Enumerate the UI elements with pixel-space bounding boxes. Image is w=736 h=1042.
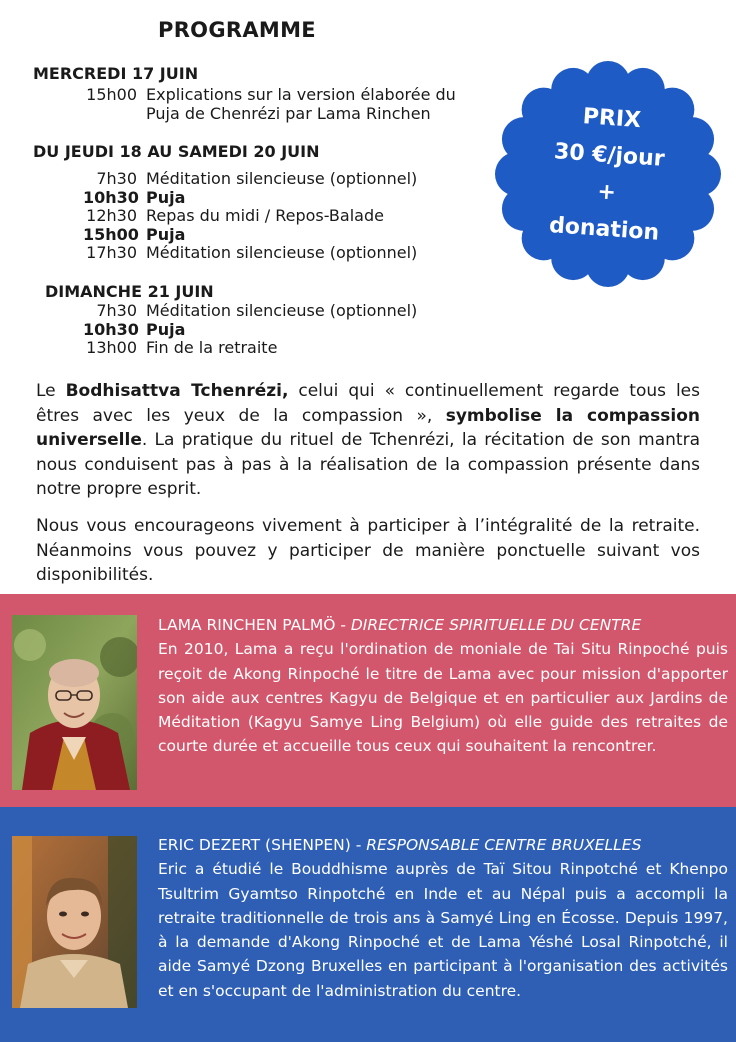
schedule-activity: Repas du midi / Repos-Balade bbox=[146, 206, 384, 225]
schedule-time: 10h30 bbox=[83, 319, 139, 339]
schedule-sunday bbox=[83, 302, 417, 358]
bio-lama-rinchen bbox=[158, 613, 728, 759]
encouragement-paragraph: Nous vous encourageons vivement à participer à l’intégralité de la retraite. Néanmoins vous pouvez y participer de manière ponctuelle suivant vos disponibilités. bbox=[36, 516, 700, 585]
schedule-time bbox=[83, 105, 137, 124]
schedule-activity: Puja bbox=[146, 187, 186, 207]
intro-text: Le bbox=[36, 381, 66, 401]
schedule-activity: Puja de Chenrézi par Lama Rinchen bbox=[146, 103, 431, 123]
price-badge bbox=[485, 51, 730, 296]
price-donation: donation bbox=[548, 213, 660, 246]
schedule-row bbox=[83, 170, 417, 189]
intro-paragraph bbox=[36, 379, 700, 502]
schedule-row bbox=[83, 207, 417, 226]
programme-title: PROGRAMME bbox=[158, 18, 316, 42]
schedule-time: 17h30 bbox=[86, 243, 137, 262]
schedule-time: 12h30 bbox=[86, 206, 137, 225]
schedule-activity: Fin de la retraite bbox=[146, 338, 278, 357]
schedule-activity: Méditation silencieuse (optionnel) bbox=[146, 301, 418, 320]
bio-name: ERIC DEZERT (SHENPEN) bbox=[158, 836, 351, 854]
portrait-eric-dezert bbox=[12, 836, 137, 1008]
schedule-row bbox=[83, 302, 417, 321]
schedule-activity: Méditation silencieuse (optionnel) bbox=[146, 169, 418, 188]
schedule-time: 7h30 bbox=[96, 169, 137, 188]
schedule-activity: Puja bbox=[146, 319, 186, 339]
schedule-time: 13h00 bbox=[86, 338, 137, 357]
bio-text: En 2010, Lama a reçu l'ordination de moniale de Tai Situ Rinpoché puis reçoit de Akong Rinpoché le titre de Lama avec pour mission d'apporter son aide aux centres Kagyu de Belgique et en particulier aux Jardins de Méditation (Kagyu Samye Ling Belgium) où elle guide des retraites de courte durée et accueille tous ceux qui souhaitent la rencontrer. bbox=[158, 640, 728, 756]
schedule-row bbox=[83, 321, 417, 340]
schedule-thursday-saturday bbox=[83, 170, 417, 263]
schedule-row bbox=[83, 86, 456, 105]
schedule-time: 15h00 bbox=[83, 224, 139, 244]
bio-eric-dezert bbox=[158, 833, 728, 1003]
schedule-time: 10h30 bbox=[83, 187, 139, 207]
price-label: PRIX bbox=[581, 104, 642, 134]
day-heading-sunday: DIMANCHE 21 JUIN bbox=[45, 282, 214, 301]
schedule-row bbox=[83, 339, 417, 358]
price-plus: + bbox=[596, 179, 617, 206]
day-heading-wednesday: MERCREDI 17 JUIN bbox=[33, 64, 199, 83]
schedule-time: 15h00 bbox=[86, 85, 137, 104]
bio-separator: - bbox=[335, 616, 351, 634]
schedule-wednesday bbox=[83, 86, 456, 123]
bio-role: DIRECTRICE SPIRITUELLE DU CENTRE bbox=[350, 616, 642, 634]
schedule-row bbox=[83, 244, 417, 263]
bio-separator: - bbox=[350, 836, 367, 854]
schedule-row bbox=[83, 226, 417, 245]
schedule-row bbox=[83, 189, 417, 208]
portrait-lama-rinchen bbox=[12, 615, 137, 790]
schedule-row bbox=[83, 105, 456, 124]
price-amount: 30 €/jour bbox=[553, 139, 666, 172]
schedule-activity: Explications sur la version élaborée du bbox=[146, 85, 456, 104]
bio-name: LAMA RINCHEN PALMÖ bbox=[158, 616, 336, 634]
intro-bodhisattva: Bodhisattva Tchenrézi, bbox=[65, 381, 289, 401]
bio-role: RESPONSABLE CENTRE BRUXELLES bbox=[366, 836, 642, 854]
bio-text: Eric a étudié le Bouddhisme auprès de Taï Sitou Rinpotché et Khenpo Tsultrim Gyamtso Rinpotché en Inde et au Népal puis a accompli la retraite traditionnelle de trois ans à Samyé Ling en Écosse. Depuis 1997, à la demande d'Akong Rinpoché et de Lama Yéshé Losal Rinpotché, il aide Samyé Dzong Bruxelles en participant à l'organisation des activités et en s'occupant de l'administration du centre. bbox=[158, 860, 728, 1000]
intro-text: celui qui « continuellement regarde tous les êtres avec les yeux de la compassion », bbox=[36, 381, 700, 426]
schedule-activity: Méditation silencieuse (optionnel) bbox=[146, 243, 418, 262]
intro-symbolise: symbolise la compassion universelle bbox=[36, 405, 700, 450]
intro-text: . La pratique du rituel de Tchenrézi, la récitation de son mantra nous conduisent pas à pas à la réalisation de la compassion présente dans notre propre esprit. bbox=[36, 430, 700, 499]
schedule-activity: Puja bbox=[146, 224, 186, 244]
day-heading-thursday-saturday: DU JEUDI 18 AU SAMEDI 20 JUIN bbox=[33, 142, 320, 161]
schedule-time: 7h30 bbox=[96, 301, 137, 320]
